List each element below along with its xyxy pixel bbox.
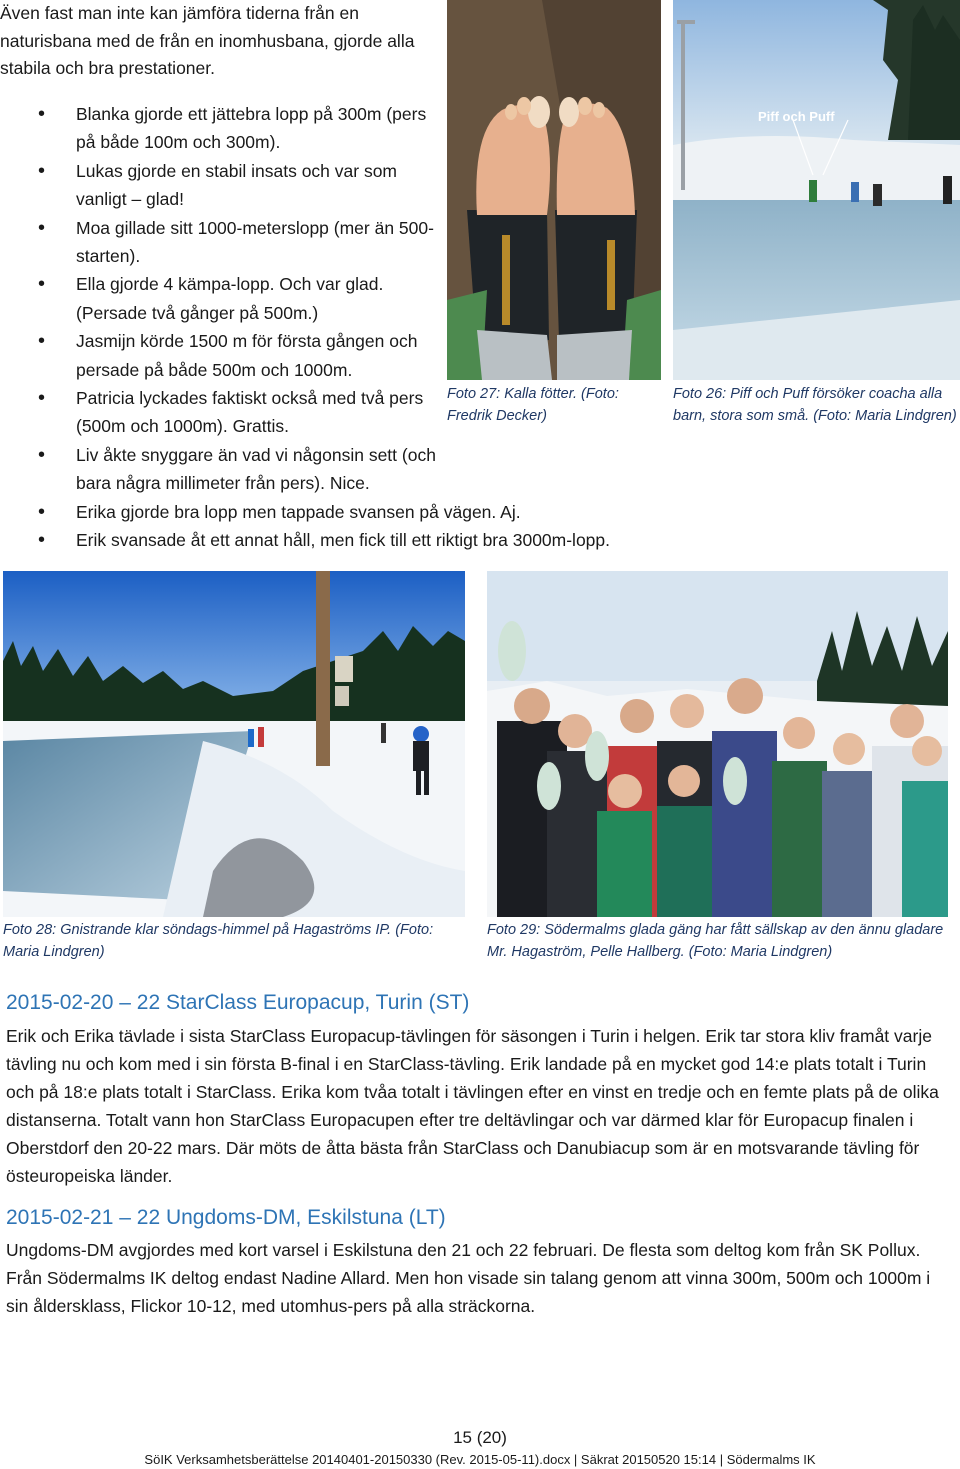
list-item: • Lukas gjorde en stabil insats och var som vanligt – glad! <box>0 157 436 214</box>
section-body: Erik och Erika tävlade i sista StarClass Europacup-tävlingen för säsongen i Turin i helgen. Erik tar stora kliv framåt varje tävling nu och kom med i sin första B-final i en StarClass-tävling. Erik landade på en mycket god 14:e plats totalt i Turin och på 18:e plats totalt i StarClass. Erika kom tvåa totalt i tävlingen efter en vinst en tredje och en femte plats på de olika distanserna. Totalt vann hon StarClass Europacupen efter tre deltävlingar och var därmed klar för Europacup finalen i Oberstdorf den 20-22 mars. Där möts de åtta bästa från StarClass och Danubiacup som är en motsvarande tävling för östeuropeiska länder. <box>6 1026 939 1186</box>
list-item: • Blanka gjorde ett jättebra lopp på 300m (pers på både 100m och 300m). <box>0 100 436 157</box>
section-heading: 2015-02-21 – 22 Ungdoms-DM, Eskilstuna (LT) <box>6 1206 446 1229</box>
sky-photo <box>3 571 465 917</box>
list-item: • Moa gillade sitt 1000-meterslopp (mer än 500-starten). <box>0 214 436 271</box>
feet-photo <box>447 0 661 380</box>
rink-photo-caption: Foto 26: Piff och Puff försöker coacha alla barn, stora som små. (Foto: Maria Lindgren) <box>673 386 957 424</box>
intro-paragraph: Även fast man inte kan jämföra tiderna från en naturisbana med de från en inomhusbana, gjorde alla stabila och bra prestationer. <box>0 3 415 78</box>
list-item: • Patricia lyckades faktiskt också med två pers (500m och 1000m). Grattis. <box>0 384 446 441</box>
section-body: Ungdoms-DM avgjordes med kort varsel i Eskilstuna den 21 och 22 februari. De flesta som deltog kom från SK Pollux. Från Södermalms IK deltog endast Nadine Allard. Men hon visade sin talang genom att vinna 300m, 500m och 1000m i sin åldersklass, Flickor 10-12, med utomhus-pers på alla sträckorna. <box>6 1240 931 1316</box>
sky-photo-caption: Foto 28: Gnistrande klar söndags-himmel på Hagaströms IP. (Foto: Maria Lindgren) <box>3 922 434 960</box>
list-item: • Erik svansade åt ett annat håll, men fick till ett riktigt bra 3000m-lopp. <box>0 526 700 554</box>
page-footer: SöIK Verksamhetsberättelse 20140401-20150330 (Rev. 2015-05-11).docx | Säkrat 20150520 15:14 | Södermalms IK <box>144 1452 816 1467</box>
rink-photo <box>673 0 960 380</box>
group-photo <box>487 571 948 917</box>
list-item: • Ella gjorde 4 kämpa-lopp. Och var glad. (Persade två gånger på 500m.) <box>0 270 436 327</box>
list-item: • Erika gjorde bra lopp men tappade svansen på vägen. Aj. <box>0 498 700 526</box>
list-item: • Liv åkte snyggare än vad vi någonsin sett (och bara några millimeter från pers). Nice. <box>0 441 456 498</box>
list-item: • Jasmijn körde 1500 m för första gången och persade på både 500m och 1000m. <box>0 327 446 384</box>
rink-photo-overlay-text: Piff och Puff <box>758 109 835 124</box>
feet-photo-caption: Foto 27: Kalla fötter. (Foto: Fredrik Decker) <box>447 386 619 424</box>
page-number: 15 (20) <box>453 1428 507 1447</box>
section-heading: 2015-02-20 – 22 StarClass Europacup, Turin (ST) <box>6 991 470 1014</box>
group-photo-caption: Foto 29: Södermalms glada gäng har fått sällskap av den ännu gladare Mr. Hagaström, Pelle Hallberg. (Foto: Maria Lindgren) <box>487 922 944 960</box>
